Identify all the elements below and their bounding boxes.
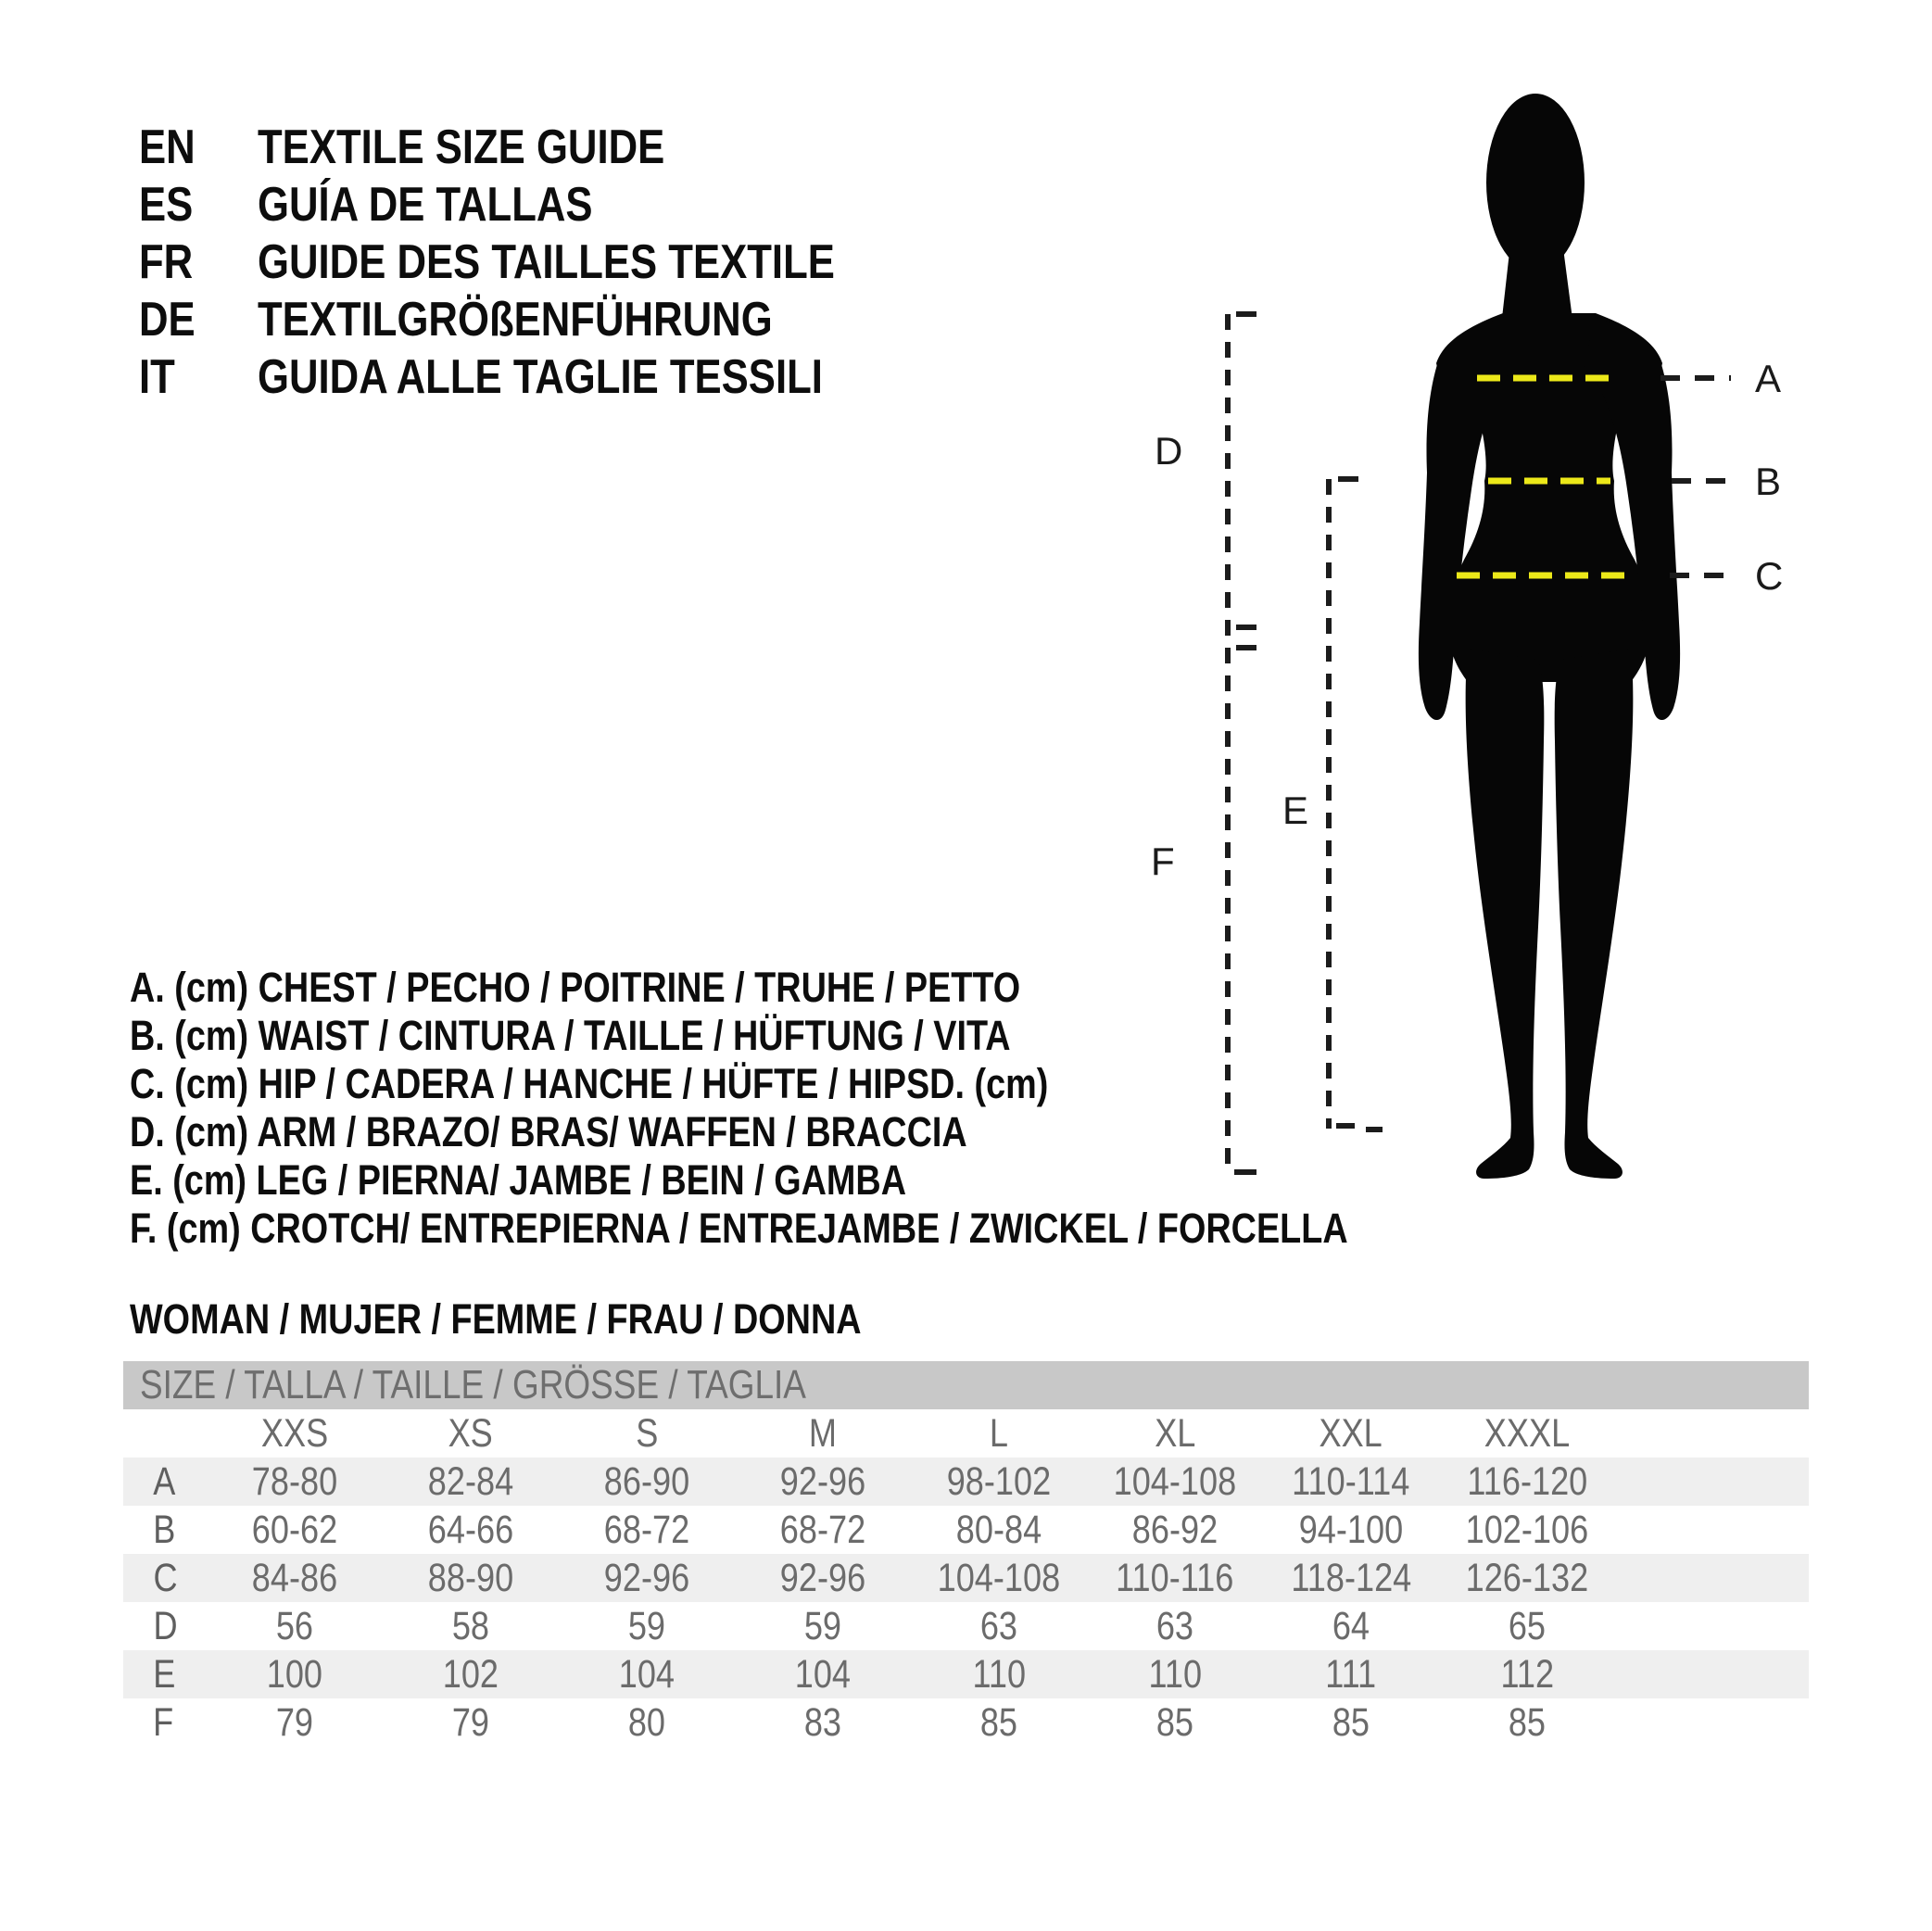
table-row-d	[123, 1602, 1809, 1650]
col-header-xxs: XXS	[260, 1410, 329, 1456]
row-label: A	[153, 1458, 176, 1504]
cell: 82-84	[427, 1458, 514, 1504]
cell: 104	[794, 1651, 852, 1697]
cell: 68-72	[779, 1507, 866, 1552]
guide-title: GUIDE DES TAILLES TEXTILE	[258, 235, 835, 289]
lang-row-es	[139, 176, 945, 233]
lang-code: EN	[139, 120, 196, 174]
cell: 100	[266, 1651, 323, 1697]
cell: 60-62	[251, 1507, 338, 1552]
gender-heading: WOMAN / MUJER / FEMME / FRAU / DONNA	[130, 1295, 862, 1343]
size-column-header-row	[123, 1409, 1809, 1458]
cell: 92-96	[779, 1458, 866, 1504]
cell: 85	[1155, 1699, 1194, 1745]
col-header-xl: XL	[1154, 1410, 1196, 1456]
col-header-xxl: XXL	[1319, 1410, 1383, 1456]
row-label: D	[153, 1603, 178, 1648]
cell: 59	[627, 1603, 666, 1648]
legend-item-c: C. (cm) HIP / CADERA / HANCHE / HÜFTE / HIPSD. (cm)	[130, 1060, 1049, 1107]
cell: 104	[618, 1651, 676, 1697]
lang-row-en	[139, 119, 945, 176]
legend-item-e: E. (cm) LEG / PIERNA/ JAMBE / BEIN / GAMBA	[130, 1156, 906, 1204]
measure-label-f: F	[1151, 839, 1175, 883]
lang-row-fr	[139, 233, 945, 291]
cell: 111	[1325, 1651, 1377, 1697]
cell: 85	[1508, 1699, 1547, 1745]
lang-row-it	[139, 348, 945, 406]
cell: 65	[1508, 1603, 1547, 1648]
cell: 78-80	[251, 1458, 338, 1504]
cell: 64	[1332, 1603, 1370, 1648]
lang-code: FR	[139, 235, 194, 289]
size-table	[123, 1361, 1809, 1747]
col-header-s: S	[635, 1410, 659, 1456]
legend-item-b: B. (cm) WAIST / CINTURA / TAILLE / HÜFTUNG / VITA	[130, 1012, 1011, 1059]
col-header-m: M	[808, 1410, 838, 1456]
guide-title: GUÍA DE TALLAS	[258, 178, 593, 232]
cell: 63	[1155, 1603, 1194, 1648]
row-label: F	[153, 1699, 174, 1745]
cell: 88-90	[427, 1555, 514, 1600]
row-label: E	[153, 1651, 176, 1697]
cell: 104-108	[937, 1555, 1061, 1600]
guide-title: GUIDA ALLE TAGLIE TESSILI	[258, 350, 823, 404]
cell: 58	[451, 1603, 490, 1648]
table-row-e	[123, 1650, 1809, 1698]
measure-label-b: B	[1755, 460, 1782, 503]
cell: 92-96	[779, 1555, 866, 1600]
cell: 80	[627, 1699, 666, 1745]
cell: 63	[979, 1603, 1018, 1648]
size-table-title: SIZE / TALLA / TAILLE / GRÖSSE / TAGLIA	[140, 1362, 806, 1407]
measure-label-c: C	[1755, 554, 1784, 598]
cell: 94-100	[1298, 1507, 1404, 1552]
guide-title: TEXTILE SIZE GUIDE	[258, 120, 665, 174]
legend-item-d: D. (cm) ARM / BRAZO/ BRAS/ WAFFEN / BRACCIA	[130, 1108, 967, 1155]
cell: 102-106	[1465, 1507, 1589, 1552]
col-header-l: L	[989, 1410, 1009, 1456]
cell: 68-72	[603, 1507, 690, 1552]
cell: 110-116	[1116, 1555, 1234, 1600]
legend-item-f: F. (cm) CROTCH/ ENTREPIERNA / ENTREJAMBE / ZWICKEL / FORCELLA	[130, 1205, 1348, 1252]
cell: 118-124	[1291, 1555, 1411, 1600]
lang-code: DE	[139, 293, 196, 347]
cell: 86-90	[603, 1458, 690, 1504]
cell: 84-86	[251, 1555, 338, 1600]
cell: 85	[1332, 1699, 1370, 1745]
measure-label-d: D	[1155, 429, 1183, 473]
cell: 112	[1500, 1651, 1554, 1697]
table-row-b	[123, 1506, 1809, 1554]
cell: 83	[803, 1699, 842, 1745]
cell: 86-92	[1131, 1507, 1219, 1552]
measure-label-a: A	[1755, 357, 1782, 400]
cell: 102	[442, 1651, 499, 1697]
guide-title: TEXTILGRÖßENFÜHRUNG	[258, 293, 773, 347]
lang-code: ES	[139, 178, 194, 232]
row-label: C	[153, 1555, 178, 1600]
cell: 79	[275, 1699, 314, 1745]
cell: 110	[1148, 1651, 1202, 1697]
measurement-legend	[130, 964, 1580, 1253]
cell: 98-102	[946, 1458, 1052, 1504]
cell: 92-96	[603, 1555, 690, 1600]
cell: 85	[979, 1699, 1018, 1745]
col-header-xs: XS	[448, 1410, 494, 1456]
measure-label-e: E	[1282, 789, 1309, 832]
cell: 110-114	[1292, 1458, 1410, 1504]
cell: 80-84	[955, 1507, 1042, 1552]
cell: 59	[803, 1603, 842, 1648]
table-row-c	[123, 1554, 1809, 1602]
cell: 79	[451, 1699, 490, 1745]
legend-item-a: A. (cm) CHEST / PECHO / POITRINE / TRUHE / PETTO	[130, 964, 1021, 1011]
table-row-a	[123, 1458, 1809, 1506]
lang-row-de	[139, 291, 945, 348]
language-title-block	[139, 119, 945, 406]
cell: 110	[972, 1651, 1026, 1697]
table-row-f	[123, 1698, 1809, 1747]
cell: 104-108	[1113, 1458, 1237, 1504]
row-label: B	[153, 1507, 176, 1552]
cell: 126-132	[1465, 1555, 1589, 1600]
size-table-title-band	[123, 1361, 1809, 1409]
col-header-xxxl: XXXL	[1484, 1410, 1571, 1456]
cell: 64-66	[427, 1507, 514, 1552]
cell: 116-120	[1467, 1458, 1587, 1504]
cell: 56	[275, 1603, 314, 1648]
lang-code: IT	[139, 350, 175, 404]
